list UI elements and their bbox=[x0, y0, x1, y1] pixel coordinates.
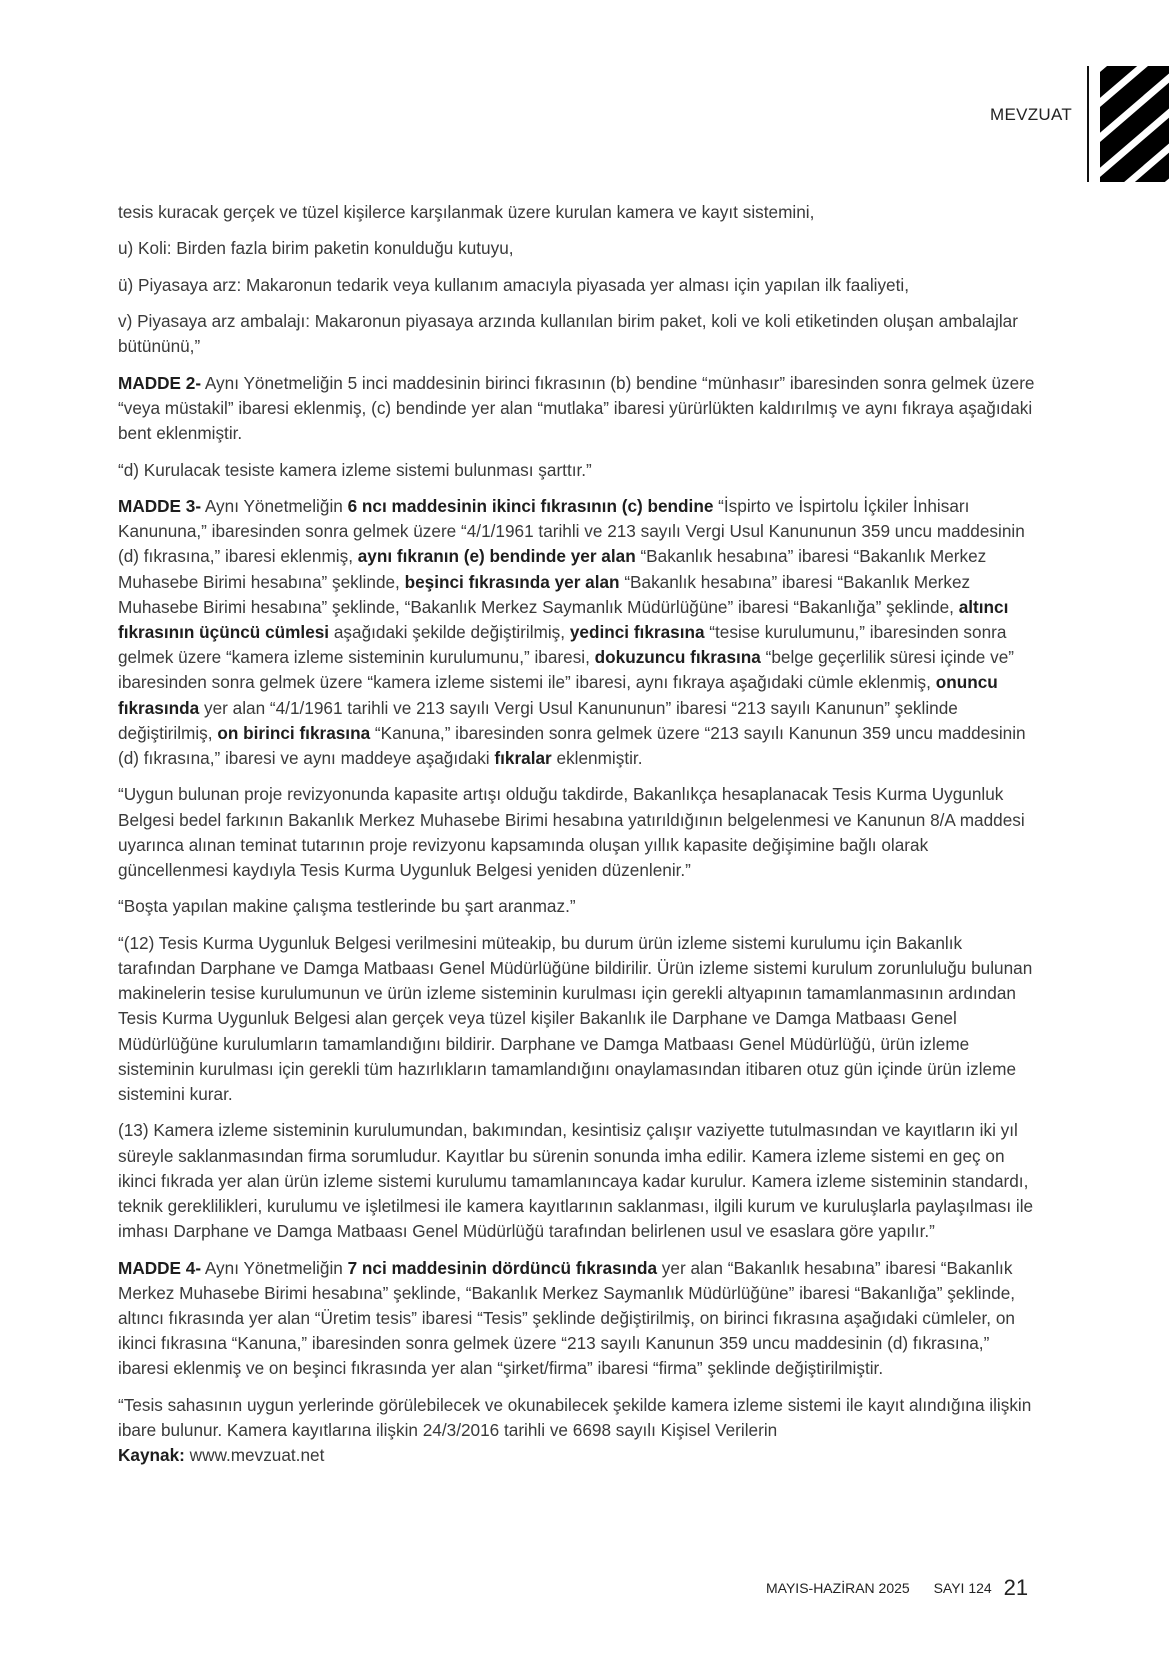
header-section-label: MEVZUAT bbox=[990, 105, 1073, 124]
text-segment: (13) Kamera izleme sisteminin kurulumundan, bakımından, kesintisiz çalışır vaziyette tutulmasından ve kayıtların iki yıl süreyle saklanmasından firma sorumludur. Kayıtlar bu sürenin sonunda imha edilir. Kamera izleme sistemi en geç on ikinci fıkrada yer alan ürün izleme sistemi kurulumu tamamlanıncaya kadar kurulur. Kamera izleme sisteminin standardı, teknik gereklilikleri, kurulumu ve işletilmesi ile kamera kayıtlarının saklanması, ilgili kurum ve kuruluşlarla paylaşılması ile imhası Darphane ve Damga Matbaası Genel Müdürlüğü tarafından belirlenen usul ve esaslara göre yapılır.” bbox=[118, 1120, 1034, 1242]
text-segment: u) Koli: Birden fazla birim paketin konulduğu kutuyu, bbox=[118, 238, 514, 259]
paragraph bbox=[118, 309, 1038, 359]
paragraph bbox=[118, 1393, 1038, 1443]
diagonal-stripes-logo-icon bbox=[1100, 66, 1169, 182]
text-segment: “İspirto ve İspirtolu İçkiler İnhisarı Kanununa,” ibaresinden sonra gelmek üzere “4/1/1961 tarihli ve 213 sayılı Vergi Usul Kanununun 359 uncu maddesinin (d) fıkrasına,” ibaresi eklenmiş, bbox=[118, 495, 1025, 567]
bold-text: MADDE 2- bbox=[118, 372, 202, 393]
page-footer bbox=[766, 1575, 1028, 1601]
bold-text: on birinci fıkrasına bbox=[217, 722, 371, 743]
text-segment: v) Piyasaya arz ambalajı: Makaronun piyasaya arzında kullanılan birim paket, koli ve koli etiketinden oluşan ambalajlar bütününü,” bbox=[118, 311, 1018, 357]
text-segment: “belge geçerlilik süresi içinde ve” ibaresinden sonra gelmek üzere “kamera izleme sistemi ile” ibaresi, aynı fıkraya aşağıdaki cümle eklenmiş, bbox=[118, 647, 1014, 693]
text-segment: aşağıdaki şekilde değiştirilmiş, bbox=[329, 621, 570, 642]
bold-text: dokuzuncu fıkrasına bbox=[594, 647, 761, 668]
bold-text: 7 nci maddesinin dördüncü fıkrasında bbox=[347, 1257, 658, 1278]
paragraph bbox=[118, 931, 1038, 1107]
issue-date: MAYIS-HAZİRAN 2025 bbox=[766, 1580, 910, 1596]
text-segment: ü) Piyasaya arz: Makaronun tedarik veya kullanım amacıyla piyasada yer alması için yapılan ilk faaliyeti, bbox=[118, 274, 909, 295]
bold-text: yedinci fıkrasına bbox=[569, 621, 705, 642]
bold-text: MADDE 3- bbox=[118, 495, 202, 516]
paragraph bbox=[118, 494, 1038, 771]
source-link[interactable]: www.mevzuat.net bbox=[189, 1445, 325, 1466]
text-segment: “d) Kurulacak tesiste kamera izleme sistemi bulunması şarttır.” bbox=[118, 459, 592, 480]
text-segment: “Tesis sahasının uygun yerlerinde görülebilecek ve okunabilecek şekilde kamera izleme sistemi ile kayıt alındığına ilişkin ibare bulunur. Kamera kayıtlarına ilişkin 24/3/2016 tarihli ve 6698 sayılı Kişisel Verilerin bbox=[118, 1394, 1032, 1440]
issue-number: SAYI 124 bbox=[933, 1580, 992, 1596]
bold-text: MADDE 4- bbox=[118, 1257, 202, 1278]
source-label: Kaynak: bbox=[118, 1445, 185, 1466]
source-line bbox=[118, 1443, 1038, 1468]
text-segment: tesis kuracak gerçek ve tüzel kişilerce karşılanmak üzere kurulan kamera ve kayıt sistemini, bbox=[118, 202, 815, 222]
paragraph bbox=[118, 200, 1038, 225]
paragraph bbox=[118, 1256, 1038, 1382]
bold-text: beşinci fıkrasında yer alan bbox=[404, 571, 620, 592]
text-segment: “tesise kurulumunu,” ibaresinden sonra gelmek üzere “kamera izleme sisteminin kurulumunu,” ibaresi, bbox=[118, 621, 1007, 668]
bold-text: aynı fıkranın (e) bendinde yer alan bbox=[357, 546, 636, 567]
text-segment: Aynı Yönetmeliğin bbox=[201, 1257, 348, 1278]
text-segment: “Uygun bulunan proje revizyonunda kapasite artışı olduğu takdirde, Bakanlıkça hesaplanacak Tesis Kurma Uygunluk Belgesi bedel farkının Bakanlık Merkez Muhasebe Birimi hesabına yatırıldığının belgelenmesi ve Kanunun 8/A maddesi uyarınca alınan teminat tutarının proje revizyonu kapsamında oluşan yıllık kapasite değişimine bağlı olarak güncellenmesi kaydıyla Tesis Kurma Uygunluk Belgesi yeniden düzenlenir.” bbox=[118, 784, 1025, 880]
paragraph bbox=[118, 894, 1038, 919]
bold-text: altıncı fıkrasının üçüncü cümlesi bbox=[118, 596, 1009, 642]
text-segment: “(12) Tesis Kurma Uygunluk Belgesi verilmesini müteakip, bu durum ürün izleme sistemi kurulumu için Bakanlık tarafından Darphane ve Damga Matbaası Genel Müdürlüğüne bildirilir. Ürün izleme sistemi kurulum zorunluluğu bulunan makinelerin tesise kurulumunun ve ürün izleme sisteminin kurulması için gerekli altyapının tamamlanmasının ardından Tesis Kurma Uygunluk Belgesi alan gerçek veya tüzel kişiler Bakanlık ile Darphane ve Damga Matbaası Genel Müdürlüğüne kurulumların tamamlandığını bildirir. Darphane ve Damga Matbaası Genel Müdürlüğü, ürün izleme sisteminin kurulması için gerekli tüm hazırlıkların tamamlandığını onaylamasından itibaren otuz gün içinde ürün izleme sistemini kurar. bbox=[118, 932, 1033, 1104]
paragraph bbox=[118, 458, 1038, 483]
text-segment: “Kanuna,” ibaresinden sonra gelmek üzere “213 sayılı Kanunun 359 uncu maddesinin (d) fıkrasına,” ibaresi ve aynı maddeye aşağıdaki bbox=[118, 722, 1026, 768]
bold-text: 6 ncı maddesinin ikinci fıkrasının (c) bendine bbox=[347, 495, 714, 516]
page-number: 21 bbox=[1003, 1575, 1029, 1600]
text-segment: yer alan “Bakanlık hesabına” ibaresi “Bakanlık Merkez Muhasebe Birimi hesabına” şeklinde, “Bakanlık Merkez Saymanlık Müdürlüğüne” ibaresi “Bakanlığa” şeklinde, altıncı fıkrasında yer alan “Üretim tesis” ibaresi “Tesis” şeklinde değiştirilmiş, on birinci fıkrasına aşağıdaki cümleler, on ikinci fıkrasına “Kanuna,” ibaresinden sonra gelmek üzere “213 sayılı Kanunun 359 uncu maddesinin (d) fıkrasına,” ibaresi eklenmiş ve on beşinci fıkrasında yer alan “şirket/firma” ibaresi “firma” şeklinde değiştirilmiştir. bbox=[118, 1257, 1016, 1379]
text-segment: Aynı Yönetmeliğin bbox=[201, 495, 348, 516]
text-segment: eklenmiştir. bbox=[551, 747, 643, 768]
paragraph bbox=[118, 273, 1038, 298]
paragraph bbox=[118, 371, 1038, 447]
text-segment: “Bakanlık hesabına” ibaresi “Bakanlık Merkez Muhasebe Birimi hesabına” şeklinde, “Bakanlık Merkez Saymanlık Müdürlüğüne” ibaresi “Bakanlığa” şeklinde, bbox=[118, 571, 971, 617]
header-divider bbox=[1087, 66, 1089, 182]
paragraph bbox=[118, 782, 1038, 883]
paragraph bbox=[118, 1118, 1038, 1244]
paragraph bbox=[118, 236, 1038, 261]
bold-text: fıkralar bbox=[494, 747, 552, 768]
article-body bbox=[118, 200, 1038, 1480]
text-segment: “Boşta yapılan makine çalışma testlerinde bu şart aranmaz.” bbox=[118, 896, 576, 917]
bold-text: onuncu fıkrasında bbox=[118, 672, 998, 718]
text-segment: Aynı Yönetmeliğin 5 inci maddesinin birinci fıkrasının (b) bendine “münhasır” ibaresinden sonra gelmek üzere “veya müstakil” ibaresi eklenmiş, (c) bendinde yer alan “mutlaka” ibaresi yürürlükten kaldırılmış ve aynı fıkraya aşağıdaki bent eklenmiştir. bbox=[118, 372, 1035, 444]
text-segment: yer alan “4/1/1961 tarihli ve 213 sayılı Vergi Usul Kanununun” ibaresi “213 sayılı Kanunun” şeklinde değiştirilmiş, bbox=[118, 697, 958, 743]
text-segment: “Bakanlık hesabına” ibaresi “Bakanlık Merkez Muhasebe Birimi hesabına” şeklinde, bbox=[118, 546, 987, 592]
